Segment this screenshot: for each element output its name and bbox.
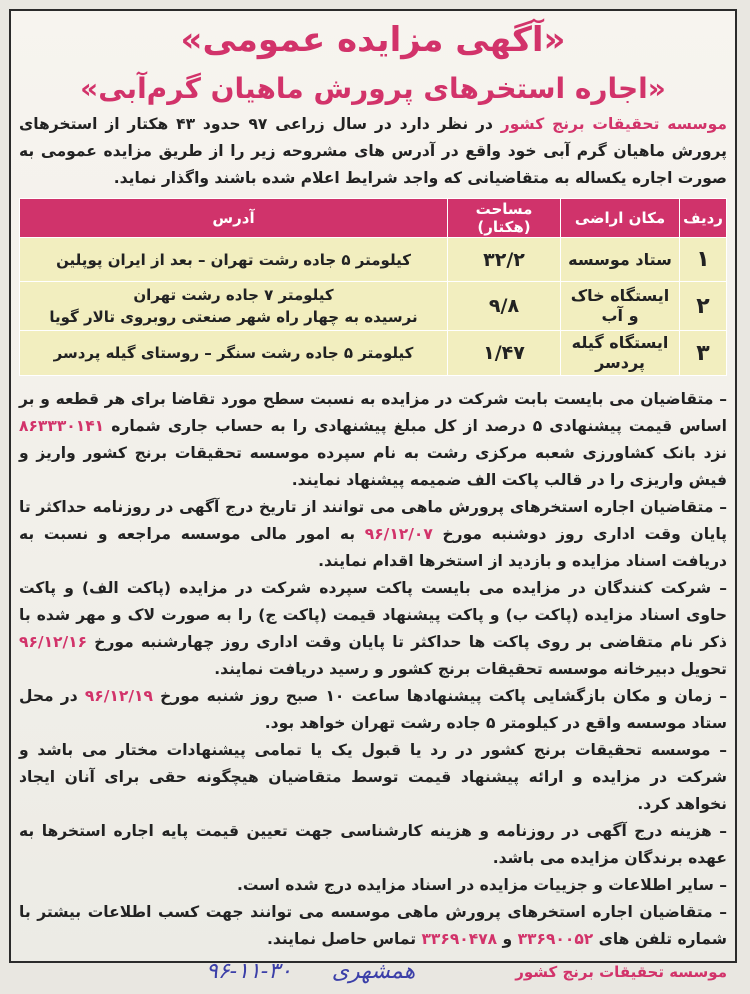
clause-text: – موسسه تحقیقات برنج کشور در رد یا قبول یک یا تمامی پیشنهادات مختار می باشد و شرکت در مزایده و ارائه پیشنهاد قیمت توسط متقاضیان هیچگونه حقی برای آنان ایجاد نخواهد کرد. — [19, 741, 727, 813]
row-address — [20, 238, 448, 282]
notice-subtitle: «اجاره استخرهای پرورش ماهیان گرم‌آبی» — [80, 72, 666, 105]
clause — [19, 872, 727, 899]
clause-text: – متقاضیان می بایست بابت شرکت در مزایده به نسبت سطح مورد تقاضا برای هر قطعه و بر اساس قیمت پیشنهادی ۵ درصد از کل مبلغ پیشنهادی را به حساب جاری شماره — [19, 390, 727, 435]
row-area: ۹/۸ — [448, 282, 561, 331]
clause — [19, 386, 727, 494]
submission-date: ۹۶/۱۲/۱۶ — [19, 633, 88, 651]
table-row — [20, 331, 727, 376]
clause-text: و — [497, 930, 518, 948]
deadline-date: ۹۶/۱۲/۰۷ — [364, 525, 433, 543]
phone-number: ۳۳۶۹۰۰۵۲ — [517, 930, 594, 948]
table-header — [20, 199, 727, 238]
clause — [19, 899, 727, 953]
clause-text: – متقاضیان اجاره استخرهای پرورش ماهی موسسه می توانند جهت کسب اطلاعات بیشتر با شماره تلفن های — [19, 903, 727, 948]
phone-number: ۳۳۶۹۰۴۷۸ — [421, 930, 498, 948]
clause-text: – متقاضیان اجاره استخرهای پرورش ماهی می توانند از تاریخ درج آگهی در روزنامه حداکثر تا پایان وقت اداری روز دوشنبه مورخ — [19, 498, 727, 543]
account-number: ۸۶۳۳۳۰۱۴۱ — [19, 417, 105, 435]
intro-text: در نظر دارد در سال زراعی ۹۷ حدود ۴۳ هکتار از استخرهای پرورش ماهیان گرم آبی خود واقع در آدرس های مشروحه زیر را از طریق مزایده عمومی به صورت اجاره یکساله به متقاضیانی که واجد شرایط اعلام شده باشند واگذار نماید. — [19, 115, 727, 187]
clause — [19, 818, 727, 872]
clause-text: – شرکت کنندگان در مزایده می بایست پاکت سپرده شرکت در مزایده (پاکت الف) و پاکت حاوی اسناد مزایده (پاکت ب) و پاکت پیشنهاد قیمت (پاکت ج) را به صورت لاک و مهر شده با ذکر نام متقاضی بر روی پاکت ها حداکثر تا پایان وقت اداری روز چهارشنبه مورخ — [19, 579, 727, 651]
clause-text: به امور مالی موسسه مراجعه و نسبت به دریافت اسناد مزایده و بازدید از استخرها اقدام نمایند. — [19, 525, 727, 570]
row-area: ۳۲/۲ — [448, 238, 561, 282]
col-row: ردیف — [680, 199, 727, 238]
table-row — [20, 238, 727, 282]
clause-text: نزد بانک کشاورزی شعبه مرکزی رشت به نام سپرده موسسه تحقیقات برنج کشور واریز و فیش واریزی را در قالب پاکت الف ضمیمه پیشنهاد نمایند. — [19, 444, 727, 489]
row-address — [20, 282, 448, 331]
row-number: ۲ — [680, 282, 727, 331]
clause — [19, 575, 727, 683]
clause-text: – سایر اطلاعات و جزییات مزایده در اسناد مزایده درج شده است. — [236, 876, 727, 894]
table-row — [20, 282, 727, 331]
row-address — [20, 331, 448, 376]
address-line: کیلومتر ۵ جاده رشت سنگر – روستای گیله پردسر — [53, 344, 414, 362]
row-place: ستاد موسسه — [561, 238, 680, 282]
row-place: ایستگاه خاک و آب — [561, 282, 680, 331]
clause — [19, 683, 727, 737]
clause — [19, 737, 727, 818]
org-name: موسسه تحقیقات برنج کشور — [500, 115, 727, 133]
handwritten-date: ۹۶-۱۱-۳۰ — [206, 959, 292, 984]
notice-title: «آگهی مزایده عمومی» — [180, 20, 566, 60]
footer — [19, 959, 727, 984]
address-line: کیلومتر ۵ جاده رشت تهران – بعد از ایران پوپلین — [56, 250, 411, 269]
clause-text: تماس حاصل نمایند. — [267, 930, 422, 948]
clause-text: – هزینه درج آگهی در روزنامه و هزینه کارشناسی جهت تعیین قیمت پایه اجاره استخرها به عهده برندگان مزایده می باشد. — [19, 822, 727, 867]
row-place: ایستگاه گیله پردسر — [561, 331, 680, 376]
address-line-2: نرسیده به چهار راه شهر صنعتی روبروی تالار گویا — [49, 308, 418, 326]
row-area: ۱/۴۷ — [448, 331, 561, 376]
handwritten-paper-name: همشهری — [331, 959, 416, 984]
clause — [19, 494, 727, 575]
address-line: کیلومتر ۷ جاده رشت تهران — [133, 286, 334, 304]
ponds-table — [19, 198, 727, 376]
auction-notice — [9, 9, 737, 984]
clause-text: – زمان و مکان بازگشایی پاکت پیشنهادها ساعت ۱۰ صبح روز شنبه مورخ — [152, 687, 727, 705]
opening-date: ۹۶/۱۲/۱۹ — [84, 687, 153, 705]
col-address: آدرس — [20, 199, 448, 238]
intro-paragraph — [19, 111, 727, 192]
footer-org: موسسه تحقیقات برنج کشور — [515, 962, 727, 981]
col-area: مساحت (هکتار) — [448, 199, 561, 238]
clause-text: تحویل دبیرخانه موسسه تحقیقات برنج کشور و رسید دریافت نمایند. — [214, 660, 727, 678]
row-number: ۱ — [680, 238, 727, 282]
col-place: مکان اراضی — [561, 199, 680, 238]
row-number: ۳ — [680, 331, 727, 376]
clause-text: در محل ستاد موسسه واقع در کیلومتر ۵ جاده رشت تهران خواهد بود. — [19, 687, 727, 732]
